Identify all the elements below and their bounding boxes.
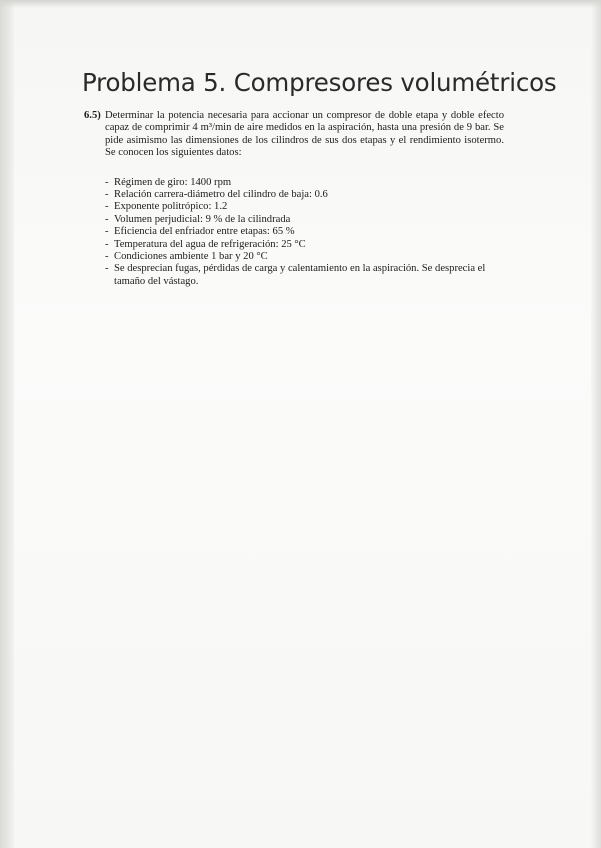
list-item <box>105 251 504 263</box>
page-shadow-right <box>591 0 601 848</box>
list-dash: - <box>105 226 109 238</box>
list-dash: - <box>105 201 109 213</box>
list-item-text: Régimen de giro: 1400 rpm <box>114 176 232 188</box>
problem-statement: Determinar la potencia necesaria para accionar un compresor de doble etapa y doble efecto capaz de comprimir 4 m³/min de aire medidos en la aspiración, hasta una presión de 9 bar. Se pide asimismo las dimensiones de los cilindros de sus dos etapas y el rendimiento isotermo. Se conocen los siguientes datos: <box>105 110 504 159</box>
problem-block <box>84 110 504 288</box>
list-item <box>105 263 504 288</box>
list-dash: - <box>105 213 109 225</box>
data-list <box>105 177 504 289</box>
list-item <box>105 201 504 213</box>
list-dash: - <box>105 238 109 250</box>
list-dash: - <box>105 189 109 201</box>
list-dash: - <box>105 251 109 263</box>
page-shadow-top <box>0 0 601 8</box>
list-dash: - <box>105 176 109 188</box>
list-dash: - <box>105 263 109 275</box>
list-item <box>105 177 504 189</box>
problem-number: 6.5) <box>84 110 101 121</box>
list-item-text: Relación carrera-diámetro del cilindro de baja: 0.6 <box>114 189 328 201</box>
list-item <box>105 226 504 238</box>
list-item-text: Condiciones ambiente 1 bar y 20 °C <box>114 251 268 263</box>
page-title: Problema 5. Compresores volumétricos <box>82 68 557 97</box>
page-shadow-left <box>0 0 14 848</box>
list-item <box>105 214 504 226</box>
list-item-text: Eficiencia del enfriador entre etapas: 65 % <box>114 226 295 238</box>
list-item-text: Se desprecian fugas, pérdidas de carga y calentamiento en la aspiración. Se desprecia el tamaño del vástago. <box>114 263 486 287</box>
list-item-text: Temperatura del agua de refrigeración: 25 °C <box>114 238 306 250</box>
list-item <box>105 189 504 201</box>
list-item-text: Exponente politrópico: 1.2 <box>114 201 228 213</box>
list-item <box>105 239 504 251</box>
list-item-text: Volumen perjudicial: 9 % de la cilindrada <box>114 213 291 225</box>
